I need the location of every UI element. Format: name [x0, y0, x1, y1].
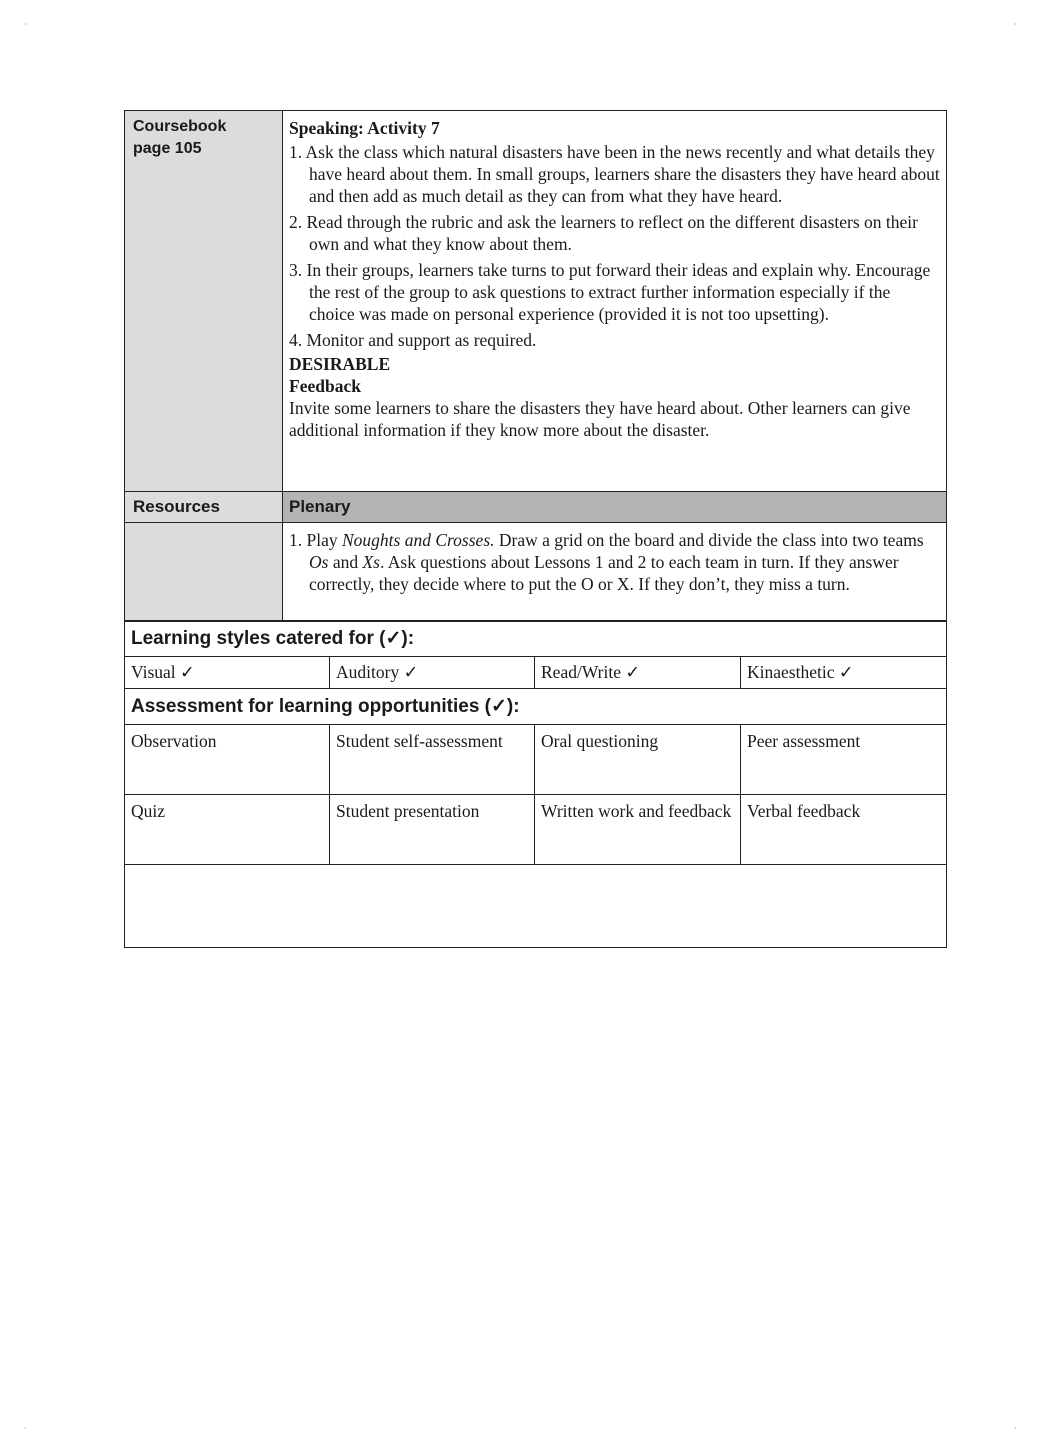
team-os: Os [309, 552, 329, 572]
plenary-and: and [328, 552, 363, 572]
assessment-item: Student self-assessment [330, 725, 535, 795]
coursebook-label: Coursebook [133, 118, 227, 135]
style-read-write: Read/Write ✓ [535, 657, 741, 689]
plenary-label: Plenary [289, 497, 351, 516]
feedback-text: Invite some learners to share the disasters they have heard about. Other learners can give additional information if they know more about the disaster. [289, 398, 911, 440]
resources-empty-cell [125, 523, 283, 622]
style-kinaesthetic: Kinaesthetic ✓ [741, 657, 947, 689]
assessment-item: Observation [125, 725, 330, 795]
activity-step: 1. Ask the class which natural disasters have been in the news recently and what details they have heard about them. In small groups, learners share the disasters they have heard about and then add as much detail as they can from what they have heard. [289, 142, 940, 206]
resources-cell [125, 492, 283, 523]
plenary-text-2: . Ask questions about Lessons 1 and 2 to each team in turn. If they answer correctly, they decide where to put the O or X. If they don’t, they miss a turn. [309, 552, 899, 594]
corner-mark: · [24, 20, 27, 29]
resources-label: Resources [133, 497, 220, 516]
assessment-item: Student presentation [330, 795, 535, 865]
activity-cell [283, 111, 947, 492]
corner-mark: · [1014, 1424, 1017, 1433]
plenary-header-cell [283, 492, 947, 523]
page-label: page 105 [133, 140, 202, 157]
style-visual: Visual ✓ [125, 657, 330, 689]
assessment-heading: Assessment for learning opportunities (✓): [125, 689, 947, 725]
coursebook-cell [125, 111, 283, 492]
plenary-cell [283, 523, 947, 622]
styles-assessment-table [124, 620, 947, 948]
assessment-item: Quiz [125, 795, 330, 865]
corner-mark: · [1014, 20, 1017, 29]
feedback-label: Feedback [289, 376, 361, 396]
notes-empty-cell [125, 865, 947, 948]
assessment-item: Written work and feedback [535, 795, 741, 865]
activity-step: 3. In their groups, learners take turns to put forward their ideas and explain why. Encourage the rest of the group to ask questions to extract further information especially if the choice was made on personal experience (provided it is not too upsetting). [289, 260, 931, 324]
desirable-label: DESIRABLE [289, 354, 391, 374]
lesson-plan-table [124, 110, 947, 622]
plenary-step [283, 523, 946, 599]
activity-title: Speaking: Activity 7 [289, 118, 440, 138]
game-name: Noughts and Crosses. [342, 530, 495, 550]
plenary-text-1: Draw a grid on the board and divide the class into two teams [494, 530, 924, 550]
activity-steps [289, 141, 940, 351]
team-xs: Xs [362, 552, 380, 572]
assessment-item: Verbal feedback [741, 795, 947, 865]
activity-step: 4. Monitor and support as required. [289, 330, 537, 350]
learning-styles-heading: Learning styles catered for (✓): [125, 621, 947, 657]
corner-mark: · [24, 1424, 27, 1433]
plenary-number: 1. Play [289, 530, 342, 550]
assessment-item: Oral questioning [535, 725, 741, 795]
activity-step: 2. Read through the rubric and ask the learners to reflect on the different disasters on their own and what they know about them. [289, 212, 918, 254]
assessment-item: Peer assessment [741, 725, 947, 795]
style-auditory: Auditory ✓ [330, 657, 535, 689]
